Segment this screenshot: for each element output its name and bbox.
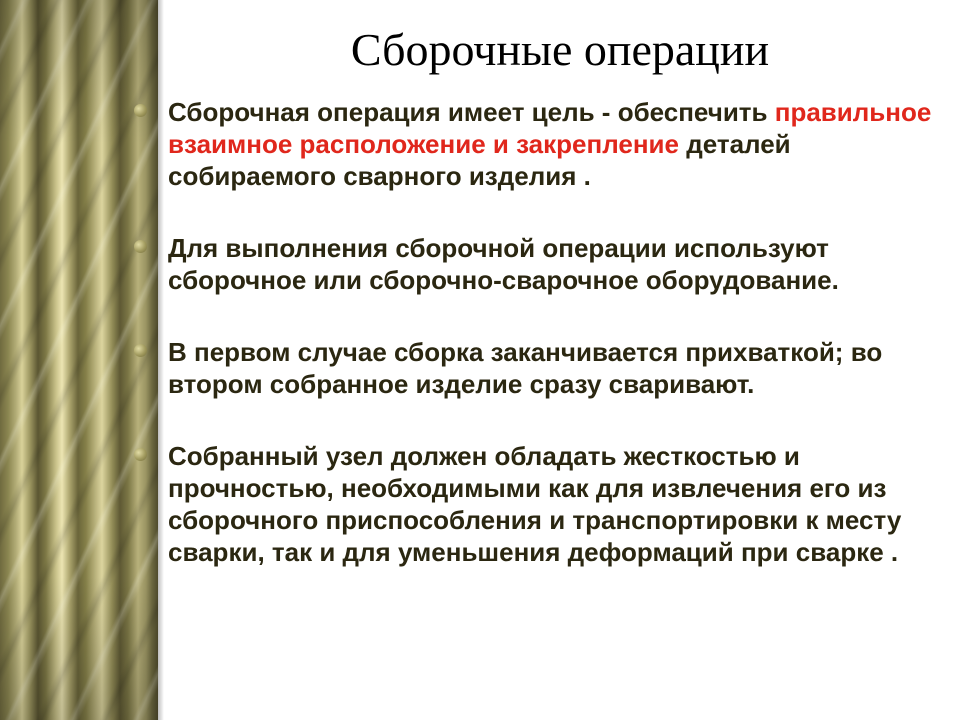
bullet-list <box>132 96 942 568</box>
bullet-text: В первом случае сборка заканчивается прихваткой; во втором собранное изделие сразу сваривают. <box>168 337 883 399</box>
bullet-text: Сборочная операция имеет цель - обеспечить <box>168 97 775 127</box>
bullet-item <box>132 96 942 192</box>
bullet-text: деталей собираемого сварного изделия . <box>168 129 791 191</box>
slide-title: Сборочные операции <box>350 24 770 75</box>
bullet-icon <box>134 240 147 253</box>
bullet-icon <box>134 448 147 461</box>
bullet-item <box>132 336 942 400</box>
bullet-icon <box>134 344 147 357</box>
bullet-item <box>132 440 942 568</box>
bullet-item <box>132 232 942 296</box>
bullet-text: Для выполнения сборочной операции используют сборочное или сборочно-сварочное оборудование. <box>168 233 839 295</box>
bullet-text: Собранный узел должен обладать жесткостью и прочностью, необходимыми как для извлечения его из сборочного приспособления и транспортировки к месту сварки, так и для уменьшения деформаций при сварке . <box>168 441 902 567</box>
bullet-icon <box>134 104 147 117</box>
highlighted-text: правильное взаимное расположение и закрепление <box>168 97 932 159</box>
